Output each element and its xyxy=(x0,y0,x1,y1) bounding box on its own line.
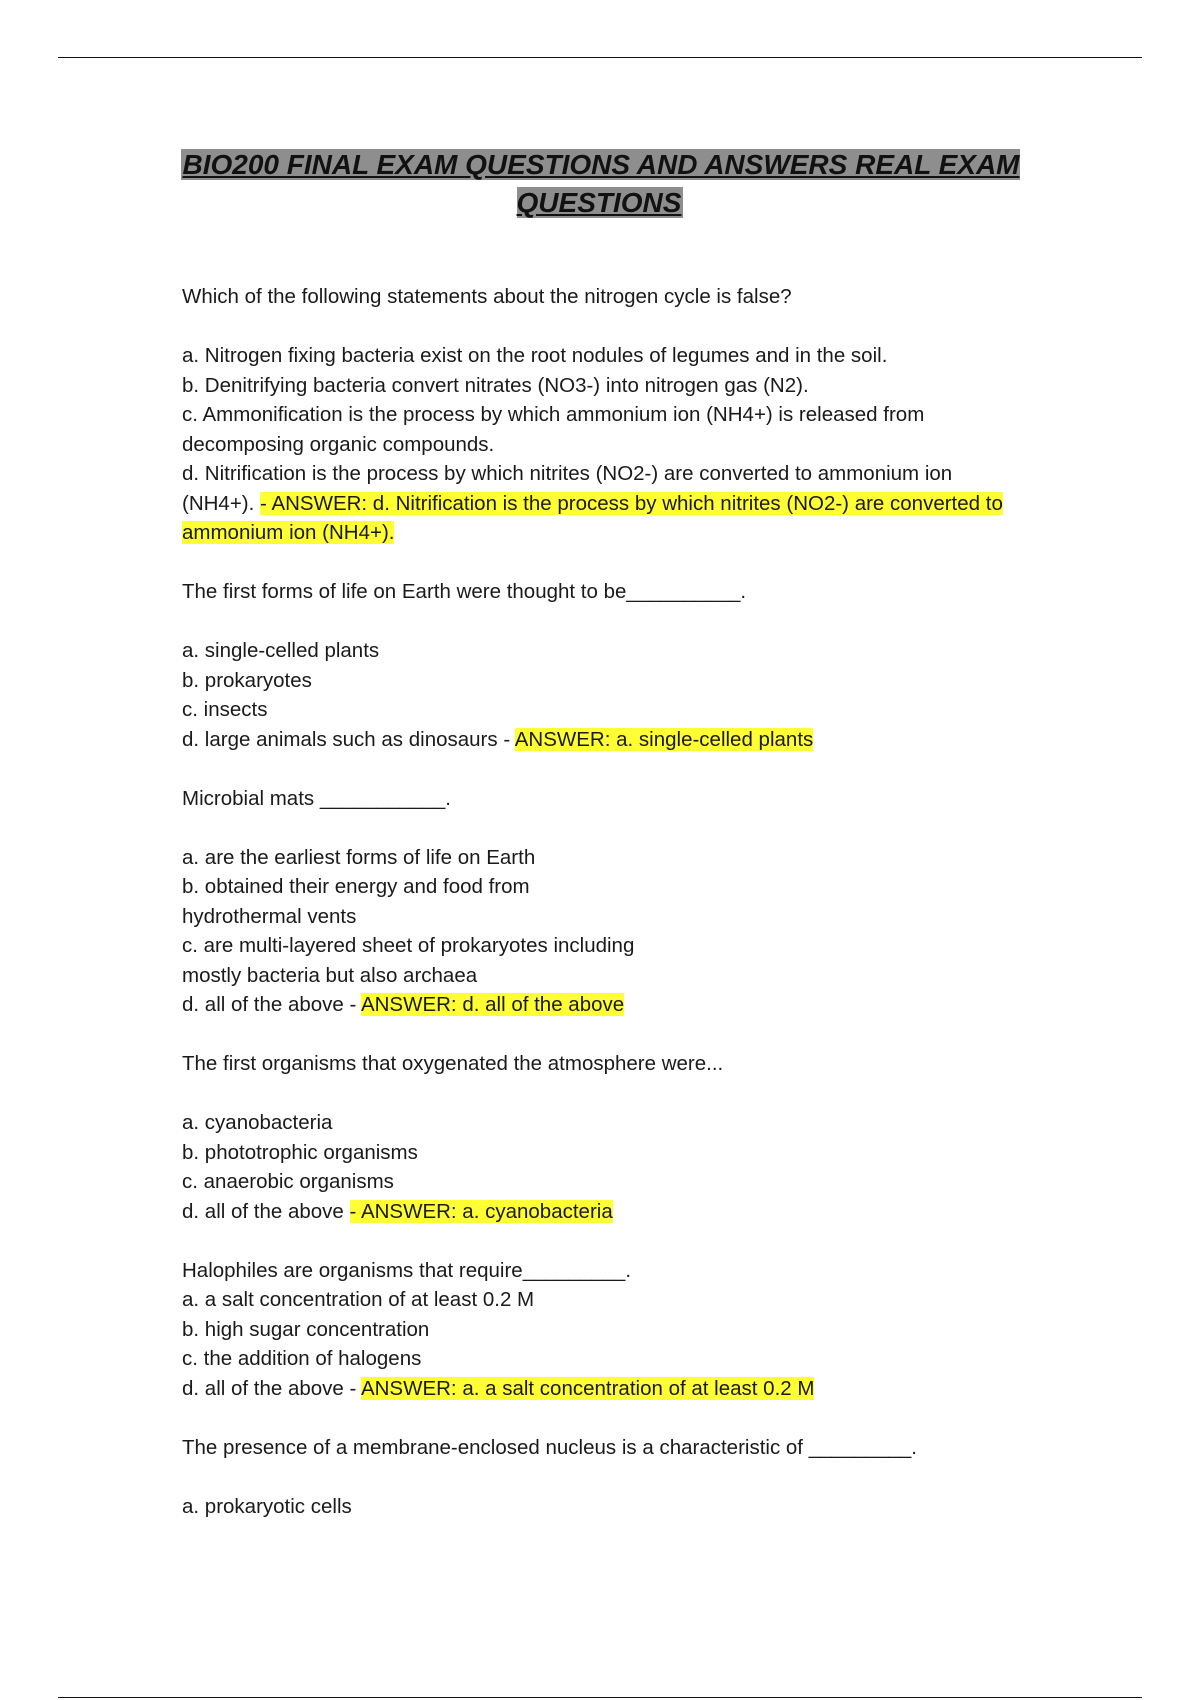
option-a: a. a salt concentration of at least 0.2 M xyxy=(182,1288,535,1311)
option-c: c. are multi-layered sheet of prokaryotes including xyxy=(182,934,635,957)
option-c: c. insects xyxy=(182,698,268,721)
question-3 xyxy=(182,784,1012,1020)
option-d-text: d. large animals such as dinosaurs - xyxy=(182,727,511,751)
answer-highlight: - ANSWER: a. cyanobacteria xyxy=(349,1199,613,1223)
option-a: a. Nitrogen fixing bacteria exist on the root nodules of legumes and in the soil. xyxy=(182,344,888,367)
answer-highlight: ANSWER: d. all of the above xyxy=(360,993,625,1016)
option-d xyxy=(182,1374,1012,1404)
question-stem: The first organisms that oxygenated the atmosphere were... xyxy=(182,1052,724,1075)
option-d-text: d. Nitrification is the process by which nitrites (NO2-) are converted to ammonium ion (NH4+). xyxy=(182,462,953,515)
document-title xyxy=(120,146,1080,222)
option-a: a. are the earliest forms of life on Earth xyxy=(182,845,536,869)
option-b: b. high sugar concentration xyxy=(182,1317,430,1341)
option-d xyxy=(182,459,1012,548)
option-c: c. anaerobic organisms xyxy=(182,1170,394,1193)
question-2 xyxy=(182,577,1012,754)
question-4 xyxy=(182,1049,1012,1226)
option-b: b. prokaryotes xyxy=(182,668,312,692)
document-title-text: BIO200 FINAL EXAM QUESTIONS AND ANSWERS REAL EXAM QUESTIONS xyxy=(182,149,1020,218)
option-b: b. Denitrifying bacteria convert nitrates (NO3-) into nitrogen gas (N2). xyxy=(182,373,809,397)
option-a: a. cyanobacteria xyxy=(182,1111,333,1134)
option-c: c. the addition of halogens xyxy=(182,1347,422,1370)
option-c-continued: mostly bacteria but also archaea xyxy=(182,963,478,987)
option-a: a. prokaryotic cells xyxy=(182,1494,352,1518)
option-b: b. obtained their energy and food from xyxy=(182,875,530,898)
question-stem: Halophiles are organisms that require_________. xyxy=(182,1258,632,1282)
header-rule xyxy=(58,57,1142,58)
answer-highlight: - ANSWER: d. Nitrification is the process by which nitrites (NO2-) are converted to ammonium ion (NH4+). xyxy=(182,491,1003,544)
question-stem: Microbial mats ___________. xyxy=(182,786,451,810)
answer-highlight: ANSWER: a. a salt concentration of at least 0.2 M xyxy=(360,1376,815,1400)
option-d-text: d. all of the above - xyxy=(182,993,357,1016)
option-a: a. single-celled plants xyxy=(182,639,380,662)
option-d-text: d. all of the above - xyxy=(182,1376,357,1400)
option-d xyxy=(182,725,1012,755)
option-b: b. phototrophic organisms xyxy=(182,1140,418,1164)
option-d-text: d. all of the above xyxy=(182,1199,344,1223)
question-5 xyxy=(182,1256,1012,1404)
question-6 xyxy=(182,1433,1012,1522)
option-d xyxy=(182,990,1012,1020)
option-c: c. Ammonification is the process by which ammonium ion (NH4+) is released from decomposing organic compounds. xyxy=(182,403,925,456)
question-stem: Which of the following statements about the nitrogen cycle is false? xyxy=(182,285,792,308)
footer-rule xyxy=(58,1697,1142,1698)
answer-highlight: ANSWER: a. single-celled plants xyxy=(514,727,814,751)
question-stem: The first forms of life on Earth were thought to be__________. xyxy=(182,580,747,603)
exam-content xyxy=(182,282,1012,1551)
question-1 xyxy=(182,282,1012,548)
option-d xyxy=(182,1197,1012,1227)
question-stem: The presence of a membrane-enclosed nucleus is a characteristic of _________. xyxy=(182,1435,918,1459)
option-b-continued: hydrothermal vents xyxy=(182,904,357,928)
